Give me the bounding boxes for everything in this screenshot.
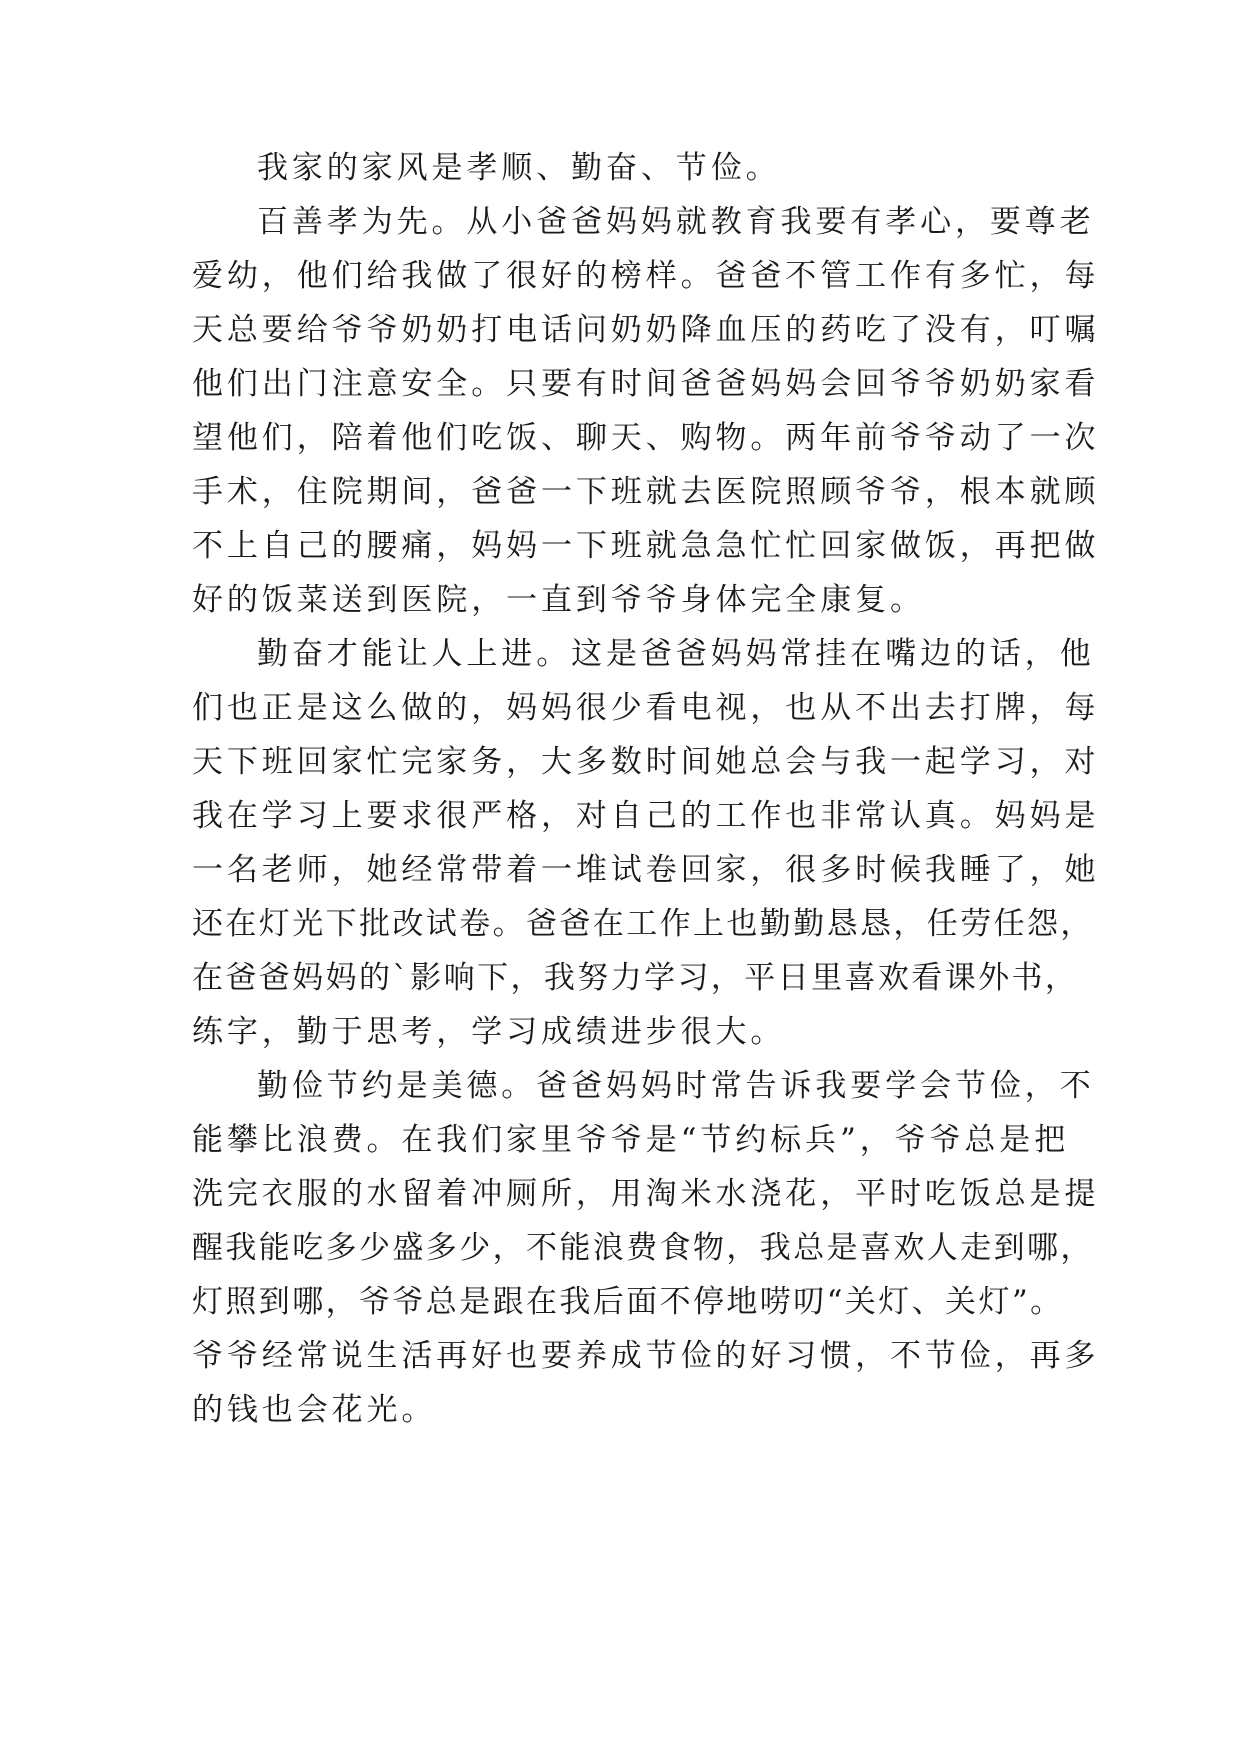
paragraph-line: 我在学习上要求很严格，对自己的工作也非常认真。妈妈是	[192, 798, 1100, 834]
paragraph-line: 爷爷经常说生活再好也要养成节俭的好习惯，不节俭，再多	[192, 1338, 1100, 1374]
paragraph-line: 百善孝为先。从小爸爸妈妈就教育我要有孝心，要尊老	[257, 204, 1095, 240]
paragraph-line: 手术，住院期间，爸爸一下班就去医院照顾爷爷，根本就顾	[192, 474, 1100, 510]
paragraph-line: 我家的家风是孝顺、勤奋、节俭。	[257, 150, 781, 186]
paragraph-line: 洗完衣服的水留着冲厕所，用淘米水浇花，平时吃饭总是提	[192, 1176, 1100, 1212]
paragraph-line: 一名老师，她经常带着一堆试卷回家，很多时候我睡了，她	[192, 852, 1100, 888]
paragraph-line: 好的饭菜送到医院，一直到爷爷身体完全康复。	[192, 582, 925, 618]
paragraph-line: 灯照到哪，爷爷总是跟在我后面不停地唠叨“关灯、关灯”。	[192, 1284, 1064, 1320]
paragraph-line: 醒我能吃多少盛多少，不能浪费食物，我总是喜欢人走到哪，	[192, 1230, 1094, 1266]
paragraph-line: 不上自己的腰痛，妈妈一下班就急急忙忙回家做饭，再把做	[192, 528, 1100, 564]
paragraph-line: 勤俭节约是美德。爸爸妈妈时常告诉我要学会节俭，不	[257, 1068, 1095, 1104]
paragraph-line: 的钱也会花光。	[192, 1392, 437, 1428]
paragraph-line: 还在灯光下批改试卷。爸爸在工作上也勤勤恳恳，任劳任怨，	[192, 906, 1094, 942]
paragraph-line: 天总要给爷爷奶奶打电话问奶奶降血压的药吃了没有，叮嘱	[192, 312, 1100, 348]
paragraph-line: 练字，勤于思考，学习成绩进步很大。	[192, 1014, 786, 1050]
paragraph-line: 望他们，陪着他们吃饭、聊天、购物。两年前爷爷动了一次	[192, 420, 1100, 456]
paragraph-line: 能攀比浪费。在我们家里爷爷是“节约标兵”，爷爷总是把	[192, 1122, 1070, 1158]
paragraph-line: 勤奋才能让人上进。这是爸爸妈妈常挂在嘴边的话，他	[257, 636, 1095, 672]
paragraph-line: 们也正是这么做的，妈妈很少看电视，也从不出去打牌，每	[192, 690, 1100, 726]
paragraph-line: 在爸爸妈妈的`影响下，我努力学习，平日里喜欢看课外书，	[192, 960, 1079, 996]
paragraph-line: 天下班回家忙完家务，大多数时间她总会与我一起学习，对	[192, 744, 1100, 780]
paragraph-line: 他们出门注意安全。只要有时间爸爸妈妈会回爷爷奶奶家看	[192, 366, 1100, 402]
paragraph-line: 爱幼，他们给我做了很好的榜样。爸爸不管工作有多忙，每	[192, 258, 1100, 294]
